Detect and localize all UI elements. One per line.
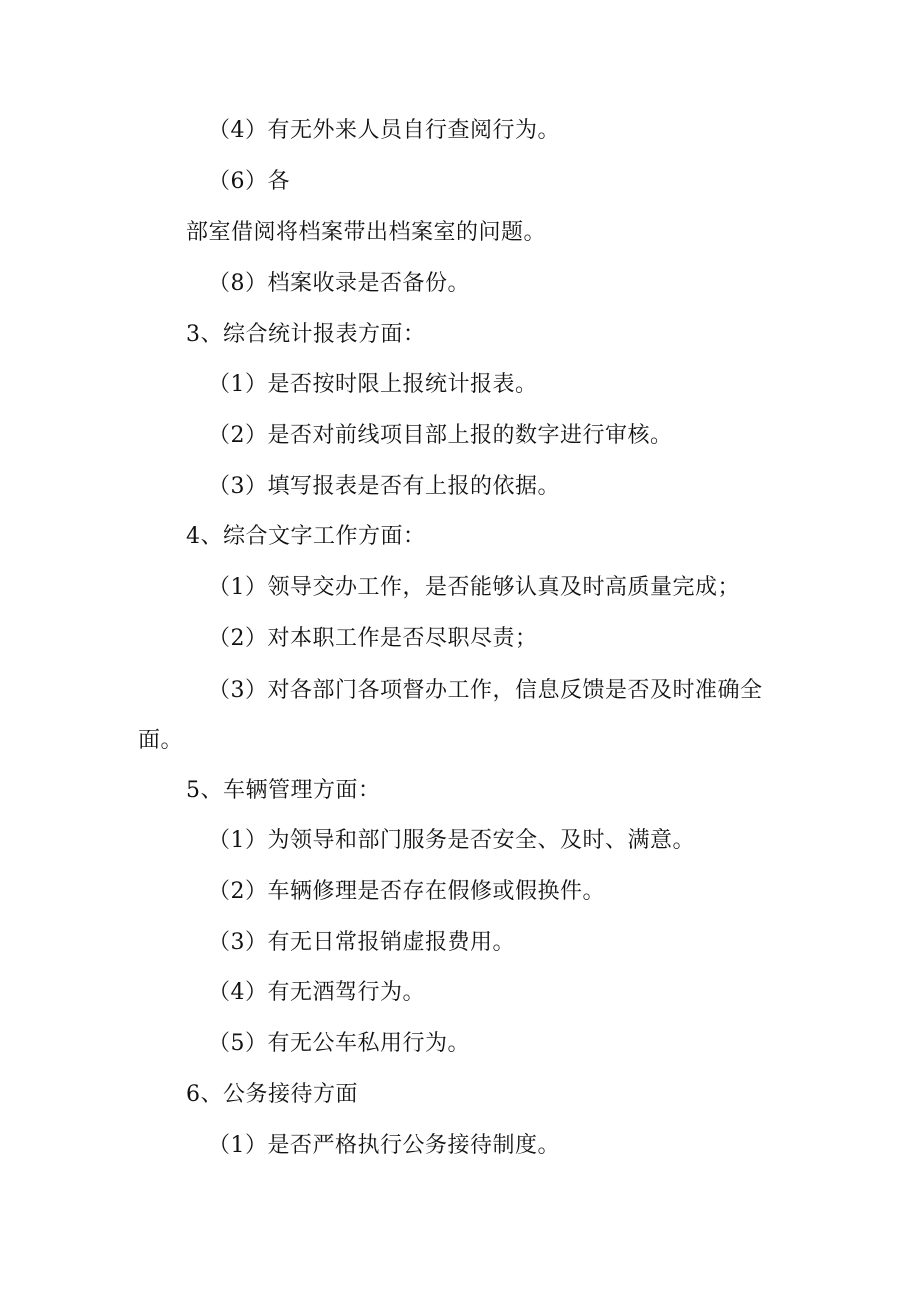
text-line: 部室借阅将档案带出档案室的问题。 xyxy=(186,220,547,245)
section-heading: 5、车辆管理方面： xyxy=(186,778,381,803)
text-line: （2）对本职工作是否尽职尽责； xyxy=(208,626,538,651)
text-line: （3）对各部门各项督办工作，信息反馈是否及时准确全 xyxy=(208,678,763,703)
text-line: （4）有无酒驾行为。 xyxy=(208,980,425,1005)
text-line: （2）是否对前线项目部上报的数字进行审核。 xyxy=(208,423,673,448)
text-line: （3）填写报表是否有上报的依据。 xyxy=(208,474,560,499)
text-line: （1）为领导和部门服务是否安全、及时、满意。 xyxy=(208,828,695,853)
text-line: （2）车辆修理是否存在假修或假换件。 xyxy=(208,879,605,904)
text-line: （1）是否按时限上报统计报表。 xyxy=(208,372,538,397)
text-line: 面。 xyxy=(138,728,184,753)
section-heading: 3、综合统计报表方面： xyxy=(186,322,426,347)
text-line: （3）有无日常报销虚报费用。 xyxy=(208,930,515,955)
section-heading: 4、综合文字工作方面： xyxy=(186,524,426,549)
text-line: （6）各 xyxy=(208,169,290,194)
text-line: （1）是否严格执行公务接待制度。 xyxy=(208,1133,560,1158)
section-heading: 6、公务接待方面 xyxy=(186,1082,358,1107)
text-line: （8）档案收录是否备份。 xyxy=(208,271,470,296)
text-line: （5）有无公车私用行为。 xyxy=(208,1031,470,1056)
text-line: （4）有无外来人员自行查阅行为。 xyxy=(208,118,560,143)
text-line: （1）领导交办工作，是否能够认真及时高质量完成； xyxy=(208,575,740,600)
